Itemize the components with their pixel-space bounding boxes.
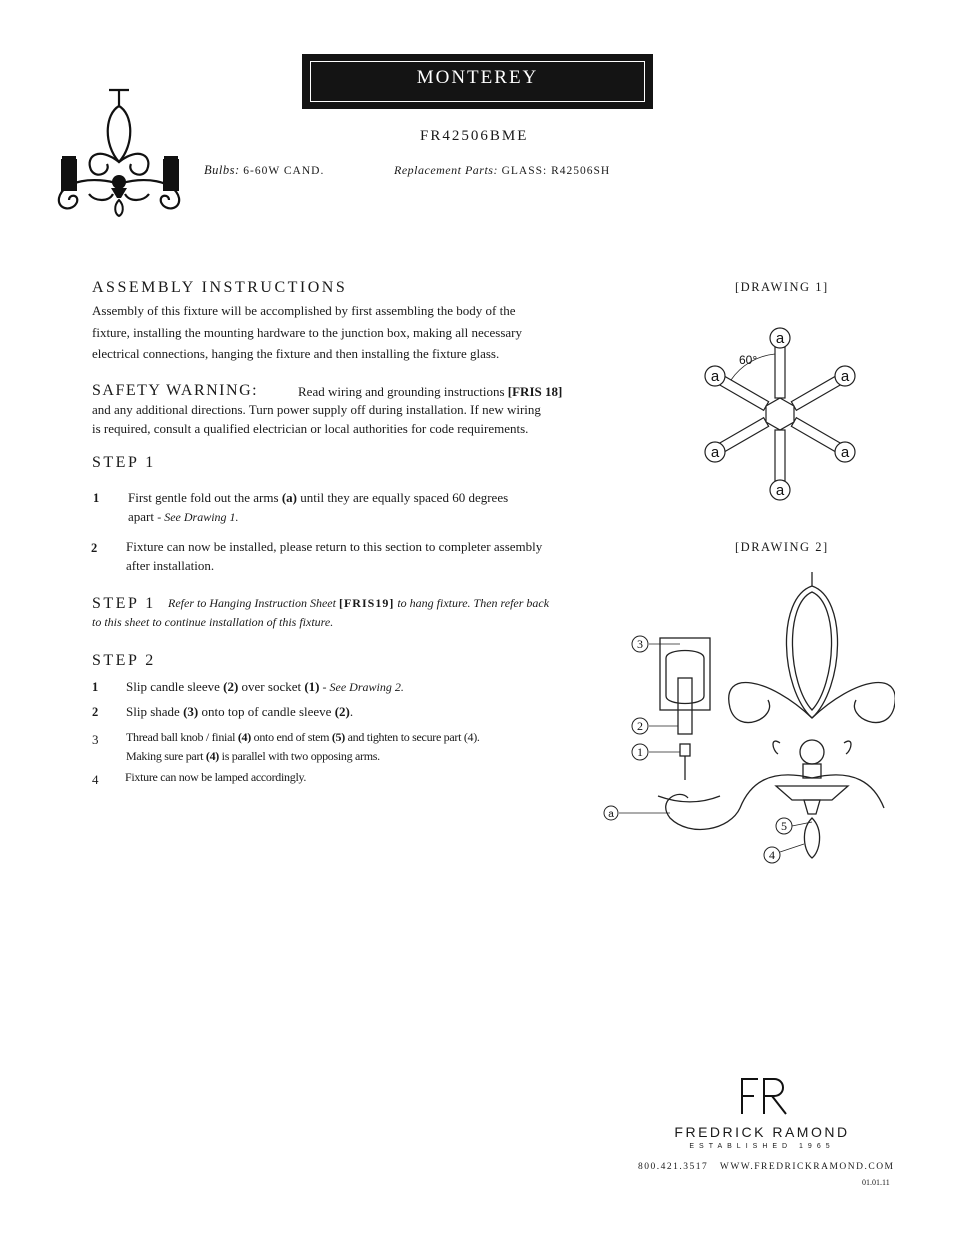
step2-item-2 <box>126 703 353 722</box>
contact-line <box>638 1162 895 1172</box>
product-title: MONTEREY <box>416 67 539 88</box>
arm-a-label: a <box>775 482 785 499</box>
part-ref: (4) <box>205 749 219 763</box>
hanging-sheet-ref: [FRIS19] <box>338 596 395 610</box>
parts-label: Replacement Parts: <box>394 163 498 177</box>
part-ref: (2) <box>223 679 239 694</box>
step-text: is parallel with two opposing arms. <box>218 749 380 763</box>
assembly-line: electrical connections, hanging the fixture and then installing the fixture glass. <box>92 346 500 361</box>
step1-item-2 <box>126 538 626 575</box>
drawing2-label: [DRAWING 2] <box>735 540 829 554</box>
arm-a-label: a <box>840 368 850 385</box>
step2-item-1 <box>126 678 404 697</box>
step-text: apart <box>128 508 158 524</box>
step-text: onto top of candle sleeve <box>198 704 335 719</box>
step-text: onto end of stem <box>250 730 332 744</box>
parts-spec <box>394 163 610 178</box>
drawing-ref: - See Drawing 1. <box>157 509 239 524</box>
step1-hanging-line2: to this sheet to continue installation of this fixture. <box>92 615 334 629</box>
drawing1-label: [DRAWING 1] <box>735 280 829 294</box>
part-ref: (5) <box>331 730 345 744</box>
callout-finial: 4 <box>769 848 775 862</box>
fr-monogram-logo <box>738 1076 790 1116</box>
step-text: to hang fixture. Then refer back <box>394 596 550 610</box>
step-text: over socket <box>238 679 305 694</box>
step-text: Slip shade <box>126 704 184 719</box>
step-number: 2 <box>91 541 98 555</box>
safety-lead-line <box>298 384 562 400</box>
callout-shade: 3 <box>637 637 643 651</box>
step-text: Refer to Hanging Instruction Sheet <box>168 596 339 610</box>
arm-a-label: a <box>775 330 785 347</box>
assembly-line: Assembly of this fixture will be accomplished by first assembling the body of the <box>92 303 516 318</box>
step-text: after installation. <box>126 557 215 573</box>
website: WWW.FREDRICKRAMOND.COM <box>719 1162 895 1172</box>
step2-item-4: Fixture can now be lamped accordingly. <box>125 770 307 784</box>
phone-number: 800.421.3517 <box>638 1162 709 1172</box>
chandelier-thumbnail <box>55 84 185 219</box>
step-text: until they are equally spaced 60 degrees <box>296 490 509 505</box>
safety-heading: SAFETY WARNING: <box>92 382 259 399</box>
assembly-heading: ASSEMBLY INSTRUCTIONS <box>92 279 348 296</box>
safety-ref: [FRIS 18] <box>507 384 563 399</box>
drawing2-assembly-diagram <box>600 568 895 868</box>
parts-value: GLASS: R42506SH <box>501 165 611 177</box>
brand-name: FREDRICK RAMOND <box>674 1124 850 1140</box>
part-ref: (1) <box>304 679 320 694</box>
safety-lead: Read wiring and grounding instructions <box>298 384 508 399</box>
step-number: 1 <box>92 680 99 694</box>
arm-a-label: a <box>710 444 720 461</box>
callout-socket: 1 <box>637 745 643 759</box>
step1-heading: STEP 1 <box>92 454 156 471</box>
bulbs-label: Bulbs: <box>204 163 240 177</box>
callout-candle-sleeve: 2 <box>637 719 643 733</box>
drawing1-arm-diagram <box>695 318 870 513</box>
arm-a-label: a <box>710 368 720 385</box>
angle-label: 60° <box>739 353 758 367</box>
callout-arm: a <box>608 809 614 820</box>
brand-established: ESTABLISHED 1965 <box>689 1143 835 1150</box>
part-ref: (3) <box>183 704 199 719</box>
step-text: Thread ball knob / finial <box>126 730 238 744</box>
drawing-ref: - See Drawing 2. <box>319 680 404 694</box>
bulbs-spec <box>204 163 324 178</box>
step-number: 4 <box>92 772 99 787</box>
safety-text <box>92 401 632 438</box>
safety-line: and any additional directions. Turn power supply off during installation. If new wiring <box>92 402 541 417</box>
step-text: Slip candle sleeve <box>126 679 224 694</box>
assembly-line: fixture, installing the mounting hardware to the junction box, making all necessary <box>92 324 522 340</box>
step-text: Fixture can now be installed, please return to this section to completer assembly <box>126 539 543 554</box>
assembly-text <box>92 300 632 365</box>
part-ref: (a) <box>281 490 297 505</box>
step-text: First gentle fold out the arms <box>128 490 282 505</box>
step-text: Making sure part <box>126 749 206 763</box>
step2-item-3 <box>126 728 480 766</box>
safety-line: is required, consult a qualified electrician or local authorities for code requirements. <box>92 420 529 436</box>
arm-a-label: a <box>840 444 850 461</box>
step2-heading: STEP 2 <box>92 652 156 669</box>
part-ref: (2) <box>334 704 350 719</box>
step-number: 3 <box>92 732 99 747</box>
part-ref: (4) <box>237 730 251 744</box>
callout-stem: 5 <box>781 819 787 833</box>
step1-item-1 <box>128 489 608 526</box>
step-text: and tighten to secure part (4). <box>344 730 480 744</box>
step-text: . <box>349 704 354 719</box>
step1-hanging-text <box>168 596 549 611</box>
revision-date: 01.01.11 <box>862 1178 890 1187</box>
model-number: FR42506BME <box>420 128 529 144</box>
title-banner <box>302 54 653 109</box>
bulbs-value: 6-60W CAND. <box>243 165 325 177</box>
step1-hanging-heading: STEP 1 <box>92 595 156 612</box>
step-number: 1 <box>93 491 100 505</box>
step-number: 2 <box>92 705 99 719</box>
